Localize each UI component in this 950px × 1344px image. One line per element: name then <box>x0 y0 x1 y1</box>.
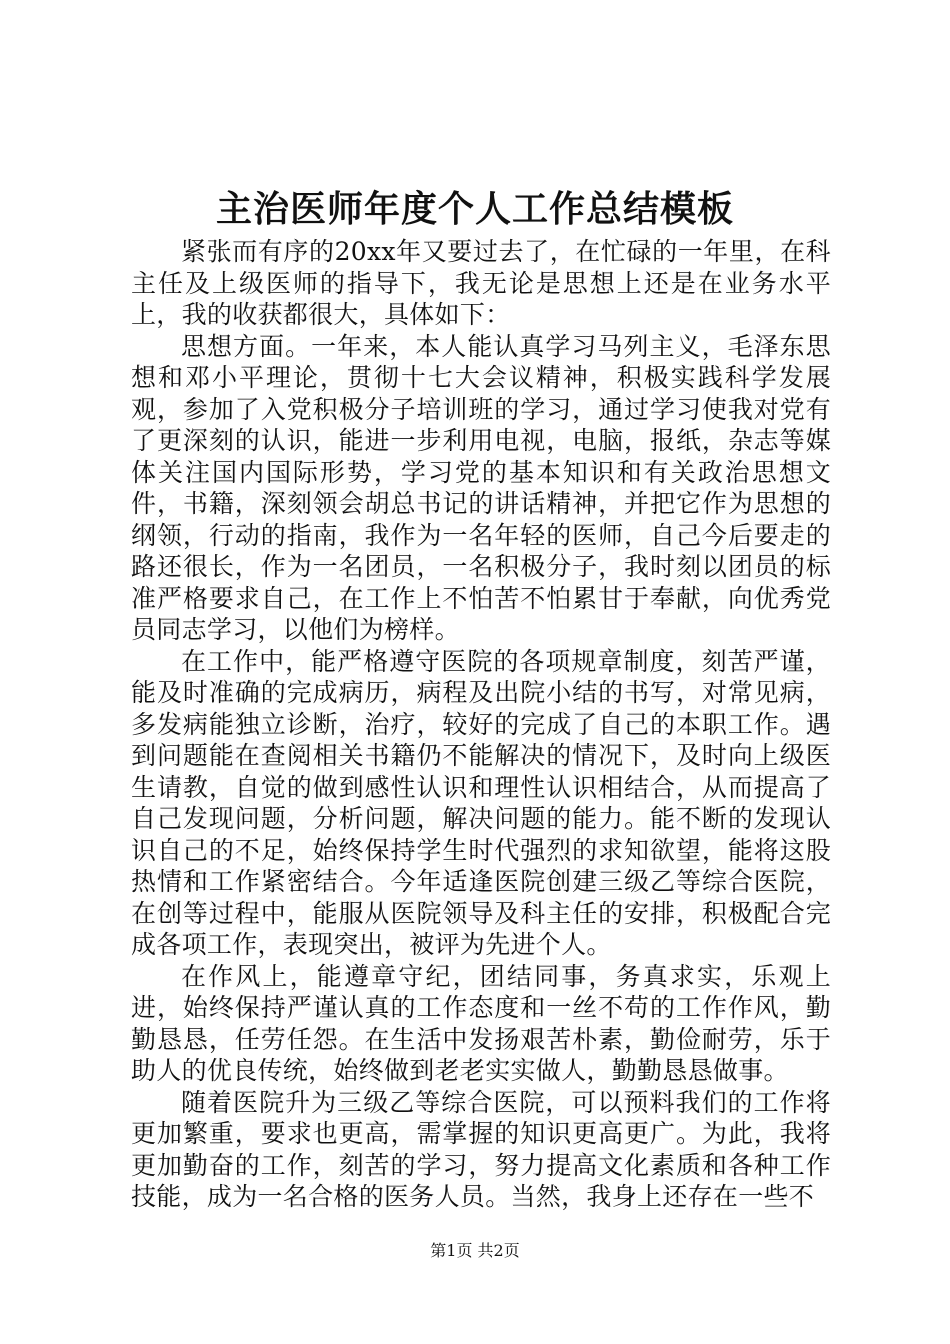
paragraph-work: 在工作中，能严格遵守医院的各项规章制度，刻苦严谨，能及时准确的完成病历，病程及出院小结的书写，对常见病，多发病能独立诊断，治疗，较好的完成了自己的本职工作。遇到问题能在查阅相关书籍仍不能解决的情况下，及时向上级医生请教，自觉的做到感性认识和理性认识相结合，从而提高了自己发现问题，分析问题，解决问题的能力。能不断的发现认识自己的不足，始终保持学生时代强烈的求知欲望，能将这股热情和工作紧密结合。今年适逢医院创建三级乙等综合医院，在创等过程中，能服从医院领导及科主任的安排，积极配合完成各项工作，表现突出，被评为先进个人。 <box>131 646 831 959</box>
page-number-footer: 第1页 共2页 <box>430 1241 520 1260</box>
paragraph-thought: 思想方面。一年来，本人能认真学习马列主义，毛泽东思想和邓小平理论，贯彻十七大会议精神，积极实践科学发展观，参加了入党积极分子培训班的学习，通过学习使我对党有了更深刻的认识，能进一步利用电视，电脑，报纸，杂志等媒体关注国内国际形势，学习党的基本知识和有关政治思想文件，书籍，深刻领会胡总书记的讲话精神，并把它作为思想的纲领，行动的指南，我作为一名年轻的医师，自己今后要走的路还很长，作为一名团员，一名积极分子，我时刻以团员的标准严格要求自己，在工作上不怕苦不怕累甘于奉献，向优秀党员同志学习，以他们为榜样。 <box>131 331 831 644</box>
document-title: 主治医师年度个人工作总结模板 <box>215 188 734 230</box>
paragraph-intro: 紧张而有序的20xx年又要过去了，在忙碌的一年里，在科主任及上级医师的指导下，我无论是思想上还是在业务水平上，我的收获都很大，具体如下： <box>131 237 831 329</box>
paragraph-outlook: 随着医院升为三级乙等综合医院，可以预料我们的工作将更加繁重，要求也更高，需掌握的知识更高更广。为此，我将更加勤奋的工作，刻苦的学习，努力提高文化素质和各种工作技能，成为一名合格的医务人员。当然，我身上还存在一些不 <box>131 1087 831 1211</box>
paragraph-conduct: 在作风上，能遵章守纪，团结同事，务真求实，乐观上进，始终保持严谨认真的工作态度和一丝不苟的工作作风，勤勤恳恳，任劳任怨。在生活中发扬艰苦朴素，勤俭耐劳，乐于助人的优良传统，始终做到老老实实做人，勤勤恳恳做事。 <box>131 961 831 1085</box>
document-body <box>131 236 831 1213</box>
